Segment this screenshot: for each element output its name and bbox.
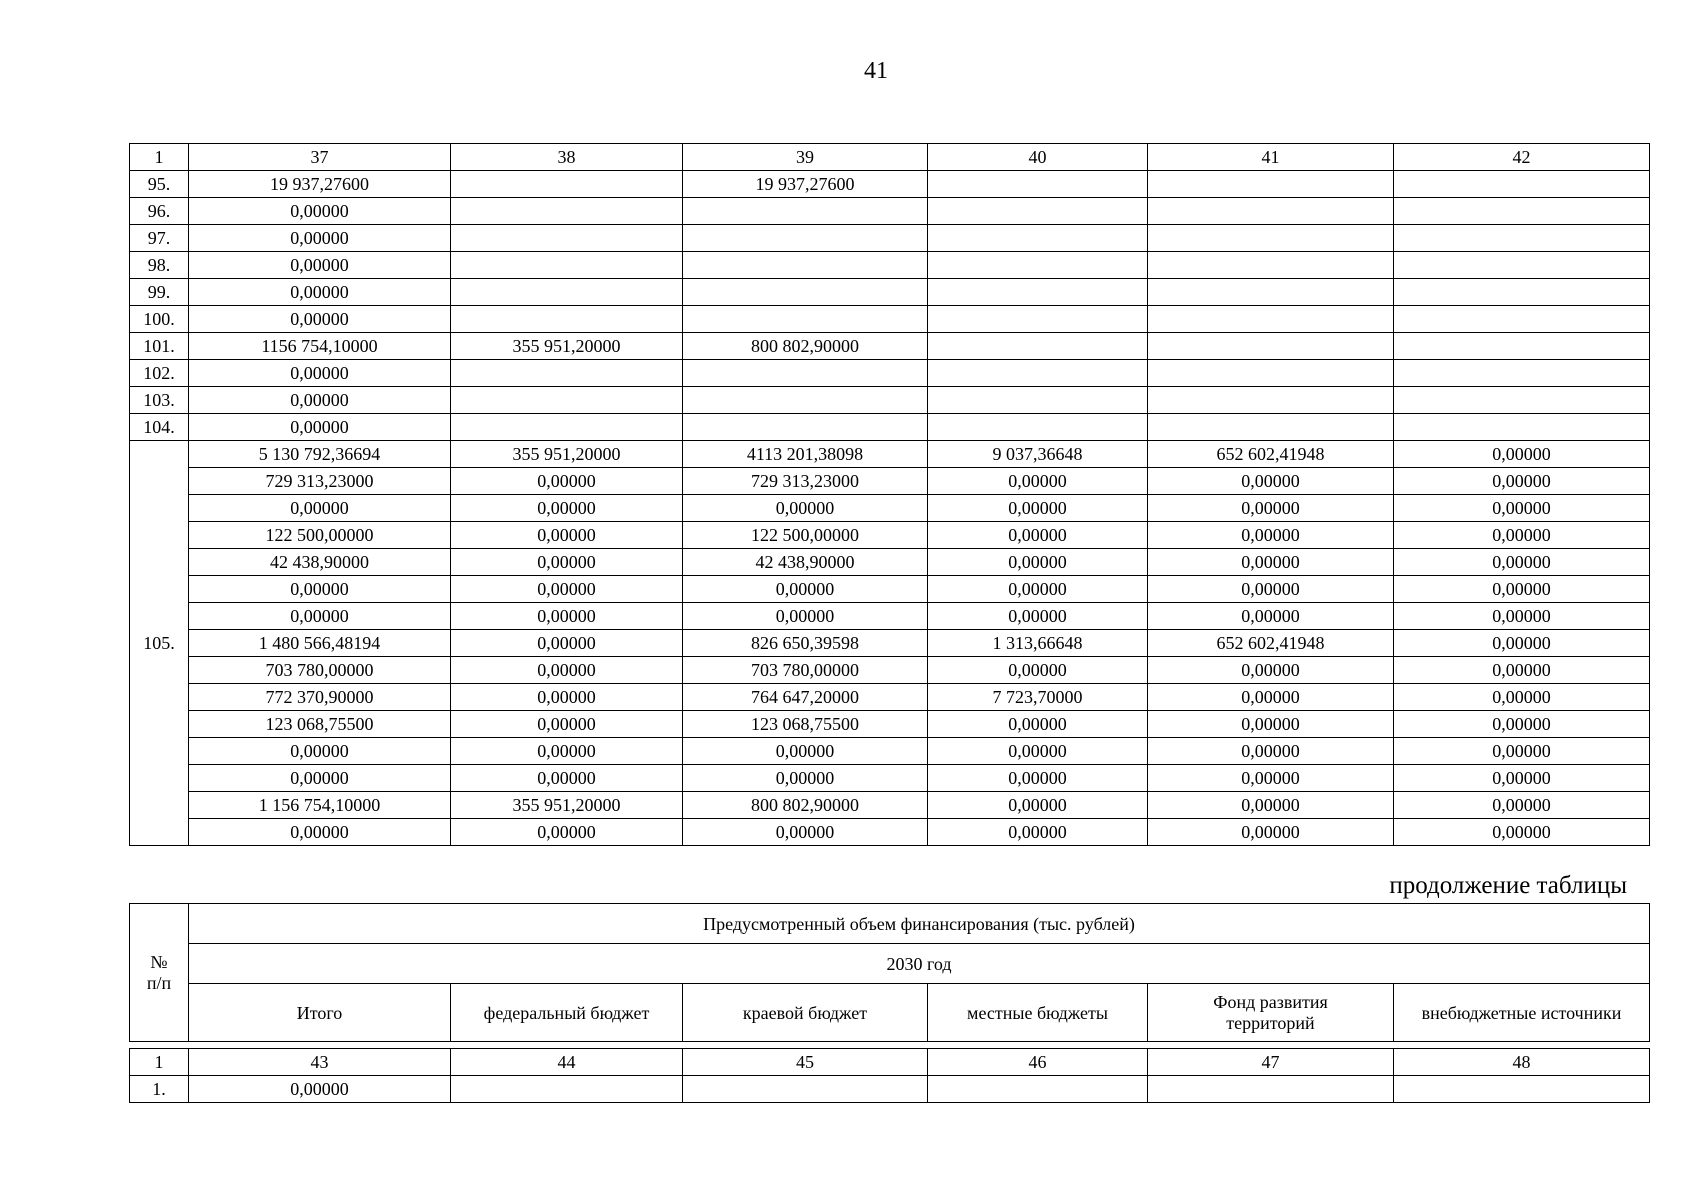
row-number-cell: 96. (130, 198, 189, 225)
value-cell: 0,00000 (928, 549, 1148, 576)
value-cell: 1 156 754,10000 (189, 792, 451, 819)
value-cell: 0,00000 (189, 765, 451, 792)
value-cell (928, 1076, 1148, 1103)
row-number-symbol: № (150, 951, 168, 972)
value-cell (683, 360, 928, 387)
table-row (130, 279, 1650, 306)
value-cell: 703 780,00000 (189, 657, 451, 684)
continuation-data-table (129, 1048, 1650, 1103)
value-cell: 0,00000 (928, 657, 1148, 684)
value-cell (451, 414, 683, 441)
value-cell: 355 951,20000 (451, 792, 683, 819)
value-cell: 5 130 792,36694 (189, 441, 451, 468)
value-cell: 0,00000 (451, 738, 683, 765)
page-number: 41 (864, 58, 888, 84)
value-cell: 1 480 566,48194 (189, 630, 451, 657)
value-cell: 800 802,90000 (683, 333, 928, 360)
column-number-cell: 47 (1148, 1049, 1394, 1076)
table-row (130, 711, 1650, 738)
value-cell (451, 252, 683, 279)
value-cell (1148, 279, 1394, 306)
value-cell (928, 387, 1148, 414)
table-row (130, 198, 1650, 225)
column-number-cell: 39 (683, 144, 928, 171)
row-number-cell: 95. (130, 171, 189, 198)
value-cell: 764 647,20000 (683, 684, 928, 711)
value-cell (1394, 225, 1650, 252)
table-row (130, 1076, 1650, 1103)
value-cell: 0,00000 (1394, 765, 1650, 792)
value-cell (1394, 414, 1650, 441)
value-cell: 0,00000 (1148, 792, 1394, 819)
value-cell: 729 313,23000 (683, 468, 928, 495)
table-row (130, 576, 1650, 603)
continuation-label: продолжение таблицы (1389, 872, 1627, 899)
value-cell (1148, 171, 1394, 198)
table-row (130, 819, 1650, 846)
value-cell (1148, 198, 1394, 225)
value-cell (1394, 198, 1650, 225)
column-label-regional: краевой бюджет (683, 984, 928, 1042)
value-cell: 826 650,39598 (683, 630, 928, 657)
value-cell: 0,00000 (189, 360, 451, 387)
value-cell (683, 279, 928, 306)
value-cell: 0,00000 (1394, 738, 1650, 765)
value-cell: 42 438,90000 (683, 549, 928, 576)
value-cell: 0,00000 (1394, 792, 1650, 819)
value-cell (451, 279, 683, 306)
value-cell: 0,00000 (1394, 441, 1650, 468)
column-number-cell: 1 (130, 144, 189, 171)
table-row (130, 549, 1650, 576)
value-cell: 0,00000 (683, 765, 928, 792)
value-cell: 0,00000 (928, 468, 1148, 495)
value-cell: 0,00000 (928, 495, 1148, 522)
value-cell: 123 068,75500 (683, 711, 928, 738)
value-cell (451, 1076, 683, 1103)
value-cell: 0,00000 (928, 738, 1148, 765)
value-cell: 0,00000 (189, 252, 451, 279)
value-cell: 0,00000 (451, 684, 683, 711)
value-cell (928, 360, 1148, 387)
column-number-cell: 48 (1394, 1049, 1650, 1076)
column-number-cell: 38 (451, 144, 683, 171)
value-cell (1394, 333, 1650, 360)
value-cell (1394, 279, 1650, 306)
value-cell (928, 198, 1148, 225)
value-cell: 0,00000 (1394, 711, 1650, 738)
table-row (130, 657, 1650, 684)
value-cell: 652 602,41948 (1148, 630, 1394, 657)
value-cell: 0,00000 (1394, 630, 1650, 657)
value-cell: 0,00000 (683, 603, 928, 630)
value-cell: 0,00000 (189, 387, 451, 414)
column-number-cell: 43 (189, 1049, 451, 1076)
row-number-abbrev: п/п (146, 972, 172, 993)
table-header-row (130, 1049, 1650, 1076)
value-cell: 0,00000 (189, 279, 451, 306)
value-cell (451, 198, 683, 225)
table-row (130, 468, 1650, 495)
column-number-cell: 46 (928, 1049, 1148, 1076)
table-row (130, 441, 1650, 468)
value-cell (451, 171, 683, 198)
value-cell: 0,00000 (451, 549, 683, 576)
table-row (130, 306, 1650, 333)
continuation-header-table (129, 903, 1650, 1042)
row-number-cell: 100. (130, 306, 189, 333)
column-number-cell: 40 (928, 144, 1148, 171)
value-cell (1394, 252, 1650, 279)
table-row (130, 684, 1650, 711)
value-cell (683, 198, 928, 225)
value-cell (451, 360, 683, 387)
value-cell: 0,00000 (451, 765, 683, 792)
value-cell (1148, 333, 1394, 360)
value-cell: 0,00000 (1148, 549, 1394, 576)
row-number-header (130, 904, 189, 1042)
value-cell (683, 252, 928, 279)
table-row (130, 252, 1650, 279)
table-row (130, 225, 1650, 252)
value-cell: 0,00000 (1148, 522, 1394, 549)
value-cell: 0,00000 (451, 657, 683, 684)
value-cell (1148, 252, 1394, 279)
value-cell: 0,00000 (1394, 576, 1650, 603)
value-cell (1148, 306, 1394, 333)
value-cell: 729 313,23000 (189, 468, 451, 495)
value-cell: 0,00000 (928, 765, 1148, 792)
column-number-cell: 1 (130, 1049, 189, 1076)
column-number-cell: 41 (1148, 144, 1394, 171)
value-cell: 0,00000 (451, 819, 683, 846)
value-cell: 0,00000 (1148, 468, 1394, 495)
value-cell: 703 780,00000 (683, 657, 928, 684)
table-row (130, 792, 1650, 819)
row-number-cell: 105. (130, 441, 189, 846)
value-cell: 772 370,90000 (189, 684, 451, 711)
value-cell: 0,00000 (1394, 468, 1650, 495)
value-cell: 19 937,27600 (683, 171, 928, 198)
row-number-cell: 102. (130, 360, 189, 387)
value-cell: 0,00000 (1148, 576, 1394, 603)
value-cell (1148, 414, 1394, 441)
table-header-row (130, 144, 1650, 171)
value-cell: 0,00000 (451, 711, 683, 738)
table-row (130, 522, 1650, 549)
column-number-cell: 42 (1394, 144, 1650, 171)
value-cell (1394, 387, 1650, 414)
value-cell: 0,00000 (1148, 819, 1394, 846)
value-cell: 652 602,41948 (1148, 441, 1394, 468)
value-cell: 0,00000 (189, 819, 451, 846)
value-cell (1148, 360, 1394, 387)
value-cell: 0,00000 (1394, 684, 1650, 711)
row-number-cell: 101. (130, 333, 189, 360)
value-cell: 9 037,36648 (928, 441, 1148, 468)
value-cell: 0,00000 (189, 198, 451, 225)
value-cell: 1156 754,10000 (189, 333, 451, 360)
value-cell: 4113 201,38098 (683, 441, 928, 468)
row-number-cell: 1. (130, 1076, 189, 1103)
value-cell: 0,00000 (928, 711, 1148, 738)
column-number-cell: 44 (451, 1049, 683, 1076)
value-cell: 0,00000 (189, 603, 451, 630)
value-cell: 0,00000 (928, 819, 1148, 846)
column-label-territory-fund (1148, 984, 1394, 1042)
value-cell: 0,00000 (1148, 738, 1394, 765)
value-cell: 0,00000 (1394, 603, 1650, 630)
column-label-local: местные бюджеты (928, 984, 1148, 1042)
column-label-extrabudgetary: внебюджетные источники (1394, 984, 1650, 1042)
table-row (130, 360, 1650, 387)
value-cell: 0,00000 (189, 576, 451, 603)
value-cell: 122 500,00000 (189, 522, 451, 549)
value-cell (683, 225, 928, 252)
value-cell: 0,00000 (189, 225, 451, 252)
value-cell: 0,00000 (1148, 495, 1394, 522)
table-row (130, 630, 1650, 657)
column-label-total: Итого (189, 984, 451, 1042)
value-cell (451, 225, 683, 252)
value-cell: 7 723,70000 (928, 684, 1148, 711)
value-cell: 0,00000 (928, 603, 1148, 630)
value-cell: 0,00000 (189, 738, 451, 765)
value-cell (1394, 360, 1650, 387)
value-cell: 0,00000 (451, 522, 683, 549)
territory-fund-label: Фонд развития территорий (1213, 991, 1328, 1033)
value-cell: 0,00000 (451, 495, 683, 522)
value-cell: 0,00000 (451, 603, 683, 630)
value-cell: 0,00000 (1394, 819, 1650, 846)
value-cell (683, 387, 928, 414)
value-cell (928, 279, 1148, 306)
value-cell: 0,00000 (451, 576, 683, 603)
value-cell (1148, 225, 1394, 252)
value-cell: 0,00000 (1394, 657, 1650, 684)
value-cell: 0,00000 (683, 495, 928, 522)
row-number-cell: 104. (130, 414, 189, 441)
value-cell: 0,00000 (1394, 495, 1650, 522)
table-row (130, 603, 1650, 630)
value-cell (683, 306, 928, 333)
column-number-cell: 45 (683, 1049, 928, 1076)
value-cell: 0,00000 (451, 630, 683, 657)
value-cell (928, 252, 1148, 279)
value-cell: 0,00000 (928, 522, 1148, 549)
value-cell (928, 171, 1148, 198)
value-cell: 0,00000 (1148, 711, 1394, 738)
value-cell: 0,00000 (1394, 549, 1650, 576)
value-cell (1148, 1076, 1394, 1103)
row-number-cell: 98. (130, 252, 189, 279)
value-cell: 0,00000 (1394, 522, 1650, 549)
value-cell: 0,00000 (189, 414, 451, 441)
value-cell: 355 951,20000 (451, 441, 683, 468)
value-cell: 0,00000 (683, 576, 928, 603)
value-cell: 122 500,00000 (683, 522, 928, 549)
value-cell: 0,00000 (1148, 603, 1394, 630)
value-cell: 800 802,90000 (683, 792, 928, 819)
value-cell (1394, 171, 1650, 198)
row-number-cell: 99. (130, 279, 189, 306)
column-number-cell: 37 (189, 144, 451, 171)
value-cell: 19 937,27600 (189, 171, 451, 198)
table-row (130, 765, 1650, 792)
value-cell (1394, 306, 1650, 333)
value-cell (928, 333, 1148, 360)
value-cell: 0,00000 (189, 1076, 451, 1103)
value-cell (683, 414, 928, 441)
value-cell: 123 068,75500 (189, 711, 451, 738)
value-cell (1394, 1076, 1650, 1103)
value-cell: 0,00000 (1148, 657, 1394, 684)
column-label-federal: федеральный бюджет (451, 984, 683, 1042)
value-cell: 1 313,66648 (928, 630, 1148, 657)
table-row (130, 495, 1650, 522)
value-cell (928, 414, 1148, 441)
table-row (130, 738, 1650, 765)
value-cell: 355 951,20000 (451, 333, 683, 360)
value-cell: 42 438,90000 (189, 549, 451, 576)
row-number-cell: 103. (130, 387, 189, 414)
value-cell: 0,00000 (928, 576, 1148, 603)
row-number-cell: 97. (130, 225, 189, 252)
value-cell: 0,00000 (189, 306, 451, 333)
value-cell: 0,00000 (1148, 684, 1394, 711)
value-cell (683, 1076, 928, 1103)
value-cell: 0,00000 (683, 819, 928, 846)
value-cell: 0,00000 (683, 738, 928, 765)
value-cell (451, 387, 683, 414)
value-cell (928, 306, 1148, 333)
table-row (130, 387, 1650, 414)
table-row (130, 414, 1650, 441)
financing-table (129, 143, 1650, 846)
value-cell: 0,00000 (451, 468, 683, 495)
table-row (130, 333, 1650, 360)
value-cell (928, 225, 1148, 252)
value-cell: 0,00000 (189, 495, 451, 522)
financing-title: Предусмотренный объем финансирования (тыс. рублей) (189, 904, 1650, 944)
year-header: 2030 год (189, 944, 1650, 984)
value-cell (451, 306, 683, 333)
value-cell: 0,00000 (1148, 765, 1394, 792)
value-cell (1148, 387, 1394, 414)
table-row (130, 171, 1650, 198)
value-cell: 0,00000 (928, 792, 1148, 819)
